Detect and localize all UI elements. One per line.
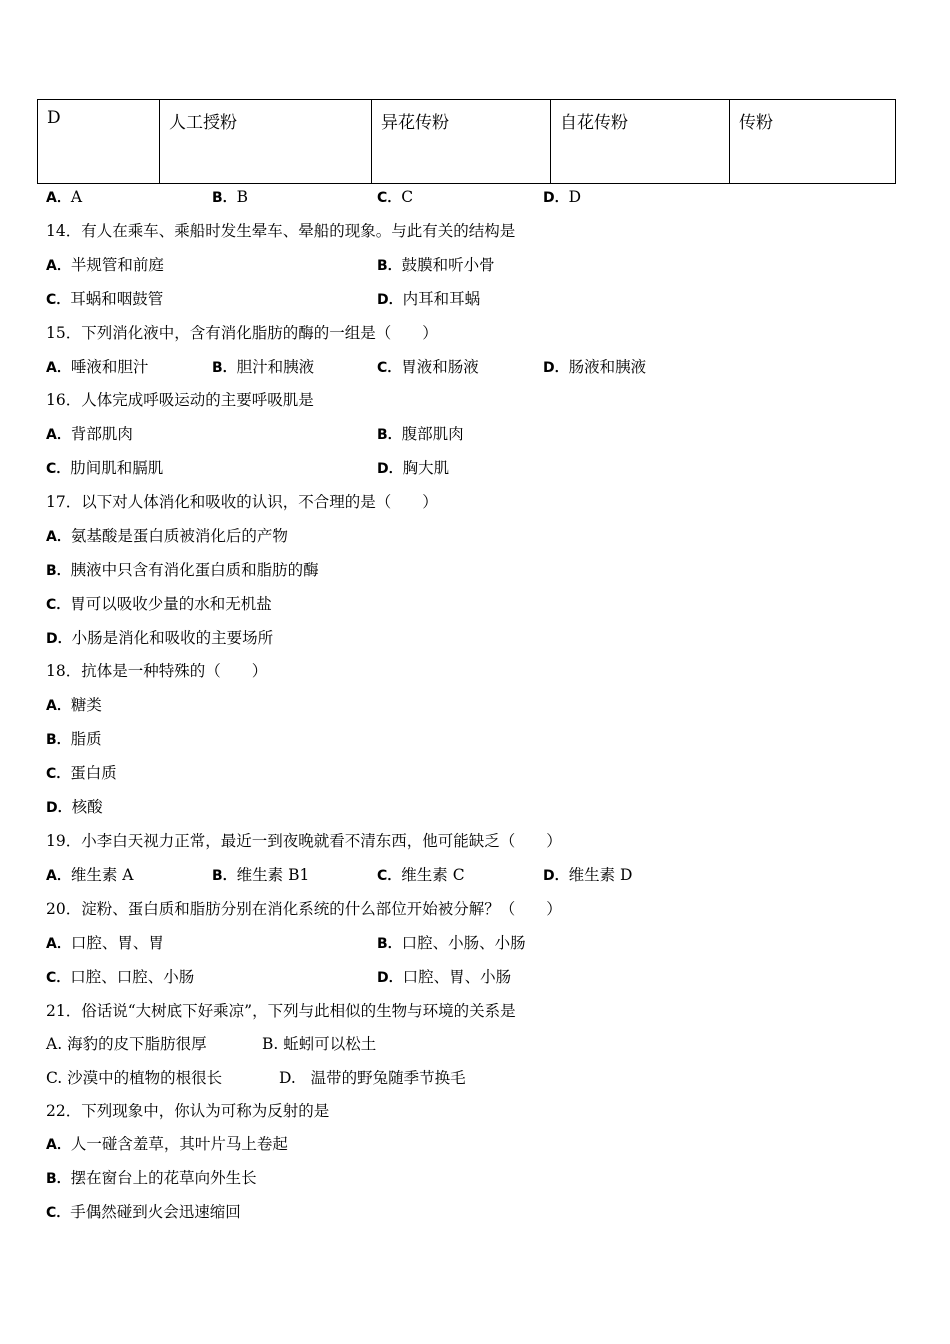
q13-option-d: D．D xyxy=(543,188,582,206)
option-b: B．腹部肌肉 xyxy=(377,425,464,443)
option-b: B．脂质 xyxy=(46,730,102,748)
option-a: A．背部肌肉 xyxy=(46,425,133,443)
option-b: B. 蚯蚓可以松土 xyxy=(262,1035,377,1053)
option-c: C. 沙漠中的植物的根很长 xyxy=(46,1069,223,1087)
option-b: B．口腔、小肠、小肠 xyxy=(377,934,526,952)
option-c: C．蛋白质 xyxy=(46,764,117,782)
option-a: A．氨基酸是蛋白质被消化后的产物 xyxy=(46,527,288,545)
table-row xyxy=(38,100,896,184)
option-c: C．胃可以吸收少量的水和无机盐 xyxy=(46,595,272,613)
option-c: C．手偶然碰到火会迅速缩回 xyxy=(46,1203,241,1221)
option-b: B．维生素 B1 xyxy=(212,866,310,884)
option-c: C．维生素 C xyxy=(377,866,465,884)
question-stem: 22．下列现象中，你认为可称为反射的是 xyxy=(46,1102,330,1120)
option-d: D．口腔、胃、小肠 xyxy=(377,968,512,986)
table-cell: D xyxy=(38,100,160,184)
question-stem: 16．人体完成呼吸运动的主要呼吸肌是 xyxy=(46,391,314,409)
option-a: A．半规管和前庭 xyxy=(46,256,164,274)
question-stem: 18．抗体是一种特殊的（ ） xyxy=(46,662,268,680)
option-b: B．胆汁和胰液 xyxy=(212,358,315,376)
table-cell: 传粉 xyxy=(730,100,896,184)
option-b: B．胰液中只含有消化蛋白质和脂肪的酶 xyxy=(46,561,319,579)
option-d: D. 温带的野兔随季节换毛 xyxy=(279,1069,466,1087)
option-a: A．糖类 xyxy=(46,696,102,714)
option-b: B．鼓膜和听小骨 xyxy=(377,256,495,274)
option-c: C．肋间肌和膈肌 xyxy=(46,459,164,477)
option-c: C．耳蜗和咽鼓管 xyxy=(46,290,164,308)
question-stem: 20．淀粉、蛋白质和脂肪分别在消化系统的什么部位开始被分解？（ ） xyxy=(46,900,562,918)
option-a: A．口腔、胃、胃 xyxy=(46,934,164,952)
question-stem: 21．俗话说“大树底下好乘凉”，下列与此相似的生物与环境的关系是 xyxy=(46,1002,516,1020)
question-stem: 19．小李白天视力正常，最近一到夜晚就看不清东西，他可能缺乏（ ） xyxy=(46,832,562,850)
option-b: B．摆在窗台上的花草向外生长 xyxy=(46,1169,257,1187)
option-a: A．维生素 A xyxy=(46,866,134,884)
option-d: D．内耳和耳蜗 xyxy=(377,290,481,308)
option-d: D．胸大肌 xyxy=(377,459,450,477)
option-d: D．维生素 D xyxy=(543,866,633,884)
option-d: D．小肠是消化和吸收的主要场所 xyxy=(46,629,274,647)
option-d: D．核酸 xyxy=(46,798,103,816)
option-a: A．唾液和胆汁 xyxy=(46,358,149,376)
option-c: C．口腔、口腔、小肠 xyxy=(46,968,195,986)
q13-option-c: C．C xyxy=(377,188,414,206)
table-cell: 异花传粉 xyxy=(372,100,551,184)
table-cell: 自花传粉 xyxy=(551,100,730,184)
q13-option-a: A．A xyxy=(46,188,83,206)
question-stem: 15．下列消化液中，含有消化脂肪的酶的一组是（ ） xyxy=(46,324,438,342)
option-d: D．肠液和胰液 xyxy=(543,358,647,376)
question-stem: 14．有人在乘车、乘船时发生晕车、晕船的现象。与此有关的结构是 xyxy=(46,222,516,240)
answer-table xyxy=(37,99,896,184)
question-stem: 17．以下对人体消化和吸收的认识，不合理的是（ ） xyxy=(46,493,438,511)
option-a: A. 海豹的皮下脂肪很厚 xyxy=(46,1035,207,1053)
option-c: C．胃液和肠液 xyxy=(377,358,479,376)
table-cell: 人工授粉 xyxy=(160,100,372,184)
q13-option-b: B．B xyxy=(212,188,249,206)
option-a: A．人一碰含羞草，其叶片马上卷起 xyxy=(46,1135,288,1153)
